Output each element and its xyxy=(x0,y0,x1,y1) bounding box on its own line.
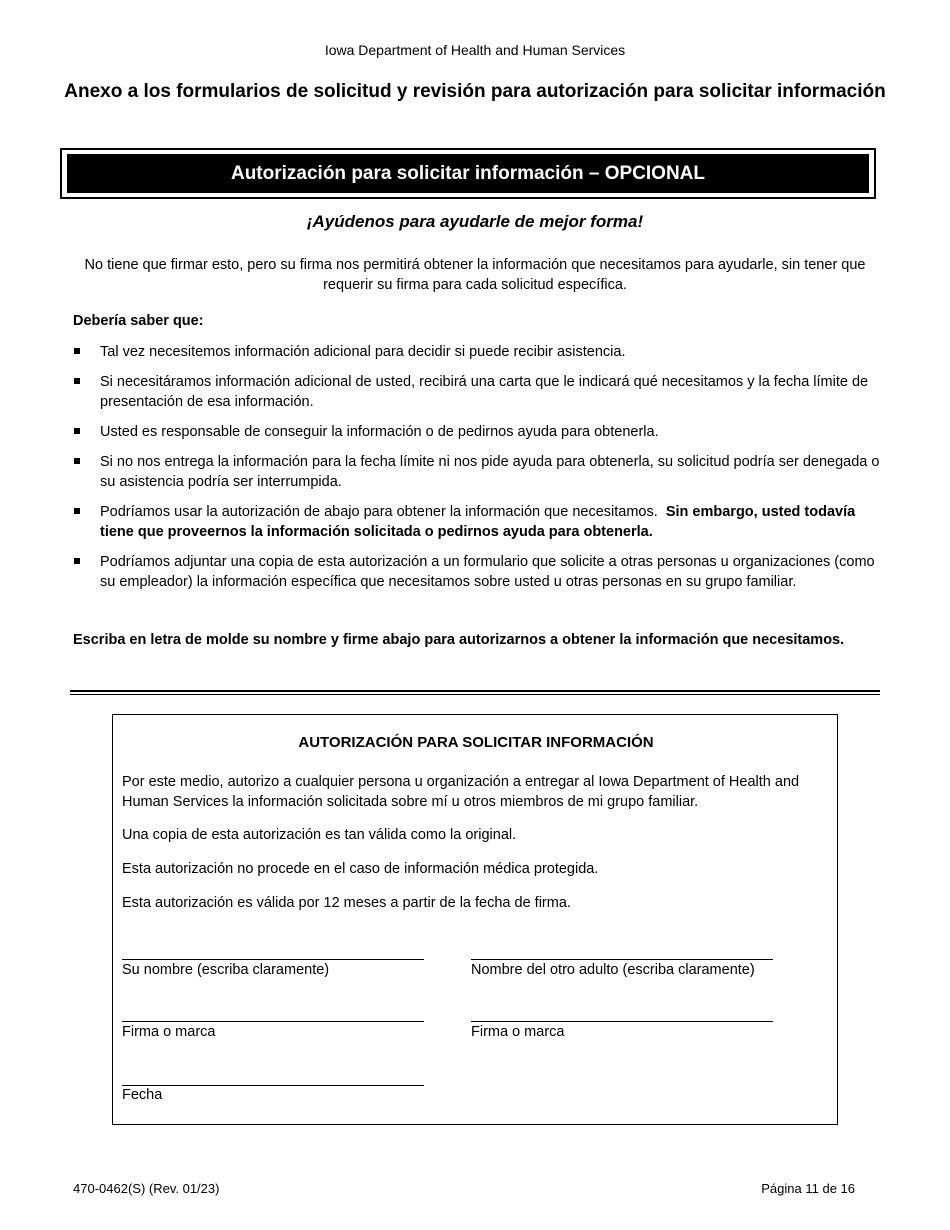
banner-text: Autorización para solicitar información – OPCIONAL xyxy=(67,154,869,193)
list-item xyxy=(73,452,881,492)
list-item-text: Si necesitáramos información adicional de usted, recibirá una carta que le indicará qué necesitamos y la fecha límite de presentación de esa información. xyxy=(100,374,869,410)
divider xyxy=(70,690,880,692)
authorization-paragraph: Por este medio, autorizo a cualquier persona u organización a entregar al Iowa Department of Health and Human Services la información solicitada sobre mí u otros miembros de mi grupo familiar. xyxy=(122,774,800,810)
section-banner xyxy=(60,148,876,199)
other-adult-name-label: Nombre del otro adulto (escriba claramente) xyxy=(471,962,755,978)
instruction-text: Escriba en letra de molde su nombre y firme abajo para autorizarnos a obtener la información que necesitamos. xyxy=(73,632,845,648)
signature-label: Firma o marca xyxy=(122,1024,216,1040)
other-adult-name-line[interactable] xyxy=(471,959,773,960)
date-label: Fecha xyxy=(122,1087,163,1103)
bullet-square-icon xyxy=(74,558,80,564)
agency-header: Iowa Department of Health and Human Services xyxy=(324,42,626,58)
page-title: Anexo a los formularios de solicitud y revisión para autorización para solicitar información xyxy=(64,81,886,102)
authorization-title: AUTORIZACIÓN PARA SOLICITAR INFORMACIÓN xyxy=(298,734,654,751)
authorization-paragraph: Esta autorización no procede en el caso de información médica protegida. xyxy=(122,861,599,877)
authorization-box xyxy=(112,714,838,1125)
list-item-emphasis: Sin embargo, usted todavía tiene que proveernos la información solicitada o pedirnos ayuda para obtenerla. xyxy=(100,504,856,540)
list-item-text: Podríamos adjuntar una copia de esta autorización a un formulario que solicite a otras personas u organizaciones (como su empleador) la información específica que necesitamos sobre usted u otras personas en su grupo familiar. xyxy=(100,554,875,590)
list-item xyxy=(73,342,881,362)
list-item xyxy=(73,552,881,592)
bullet-square-icon xyxy=(74,428,80,434)
should-know-heading: Debería saber que: xyxy=(73,313,204,329)
intro-text: No tiene que firmar esto, pero su firma nos permitirá obtener la información que necesitamos para ayudarle, sin tener que requerir su firma para cada solicitud específica. xyxy=(84,257,866,293)
page-number: Página 11 de 16 xyxy=(761,1181,855,1196)
bullet-square-icon xyxy=(74,348,80,354)
list-item-text: Podríamos usar la autorización de abajo para obtener la información que necesitamos. xyxy=(100,504,658,520)
your-name-line[interactable] xyxy=(122,959,424,960)
should-know-list xyxy=(73,342,881,602)
divider xyxy=(70,694,880,695)
authorization-paragraph: Una copia de esta autorización es tan válida como la original. xyxy=(122,827,517,843)
subtitle: ¡Ayúdenos para ayudarle de mejor forma! xyxy=(306,212,644,231)
signature-line[interactable] xyxy=(122,1021,424,1022)
other-signature-line[interactable] xyxy=(471,1021,773,1022)
list-item-text: Usted es responsable de conseguir la información o de pedirnos ayuda para obtenerla. xyxy=(100,424,659,440)
list-item xyxy=(73,502,881,542)
list-item xyxy=(73,372,881,412)
list-item-text: Si no nos entrega la información para la fecha límite ni nos pide ayuda para obtenerla, su solicitud podría ser denegada o su asistencia podría ser interrumpida. xyxy=(100,454,880,490)
authorization-paragraph: Esta autorización es válida por 12 meses a partir de la fecha de firma. xyxy=(122,895,571,911)
list-item xyxy=(73,422,881,442)
your-name-label: Su nombre (escriba claramente) xyxy=(122,962,330,978)
form-number: 470-0462(S) (Rev. 01/23) xyxy=(73,1181,220,1196)
bullet-square-icon xyxy=(74,508,80,514)
list-item-text: Tal vez necesitemos información adicional para decidir si puede recibir asistencia. xyxy=(100,344,626,360)
date-line[interactable] xyxy=(122,1085,424,1086)
bullet-square-icon xyxy=(74,378,80,384)
other-signature-label: Firma o marca xyxy=(471,1024,565,1040)
bullet-square-icon xyxy=(74,458,80,464)
